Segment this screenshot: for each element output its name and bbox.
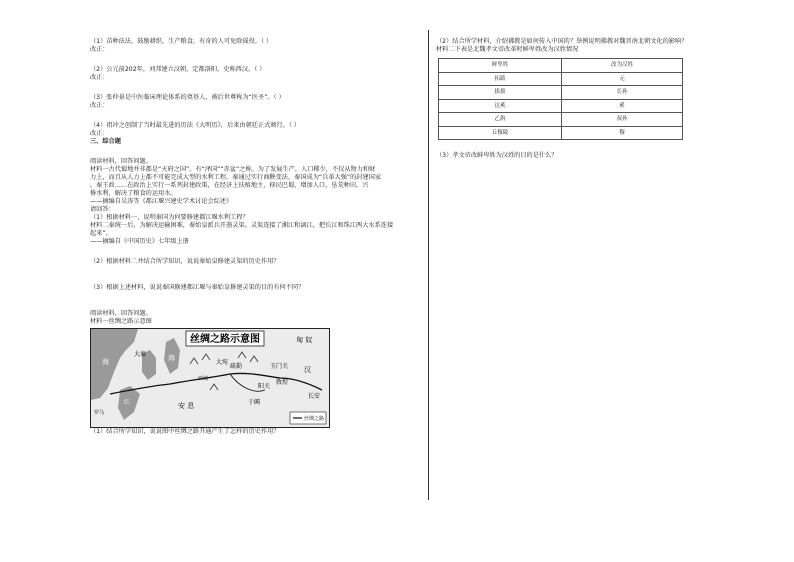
correction-label: 改正： — [90, 102, 109, 109]
label-xiongnu: 匈 奴 — [296, 336, 313, 344]
question: （1）根据材料一，说明秦国为何要修建都江堰水利工程？ — [90, 214, 249, 221]
material-line: 材料二下表是北魏孝文帝改革时鲜卑姓改为汉姓情况 — [436, 46, 579, 53]
material-line: 材料一丝绸之路示意图 — [90, 318, 152, 325]
label-sea: 海 — [102, 358, 109, 366]
left-column — [90, 38, 415, 436]
label-daqin: 大秦 — [134, 351, 147, 358]
label-red-sea: 红 — [124, 399, 131, 406]
label-luoma: 罗马 — [94, 410, 105, 416]
material-source: ——摘编自吴涛等《都江堰兴建史学术讨论会综述》 — [90, 198, 233, 205]
right-column — [436, 38, 736, 160]
material-line: 材料一古代蜀地并非都是“天府之国”。有“泽国”“赤盆”之称。为了发展生产，人口稀少，不仅从物力和财 — [90, 166, 376, 173]
table-row — [439, 113, 683, 127]
table-cell: 乙旃 — [439, 113, 562, 127]
judgment-q4: （4）祖冲之创制了当时最先进的历法《大明历》，后来由朝廷正式颁行。（ ） — [90, 122, 301, 129]
label-anxi: 安 息 — [178, 402, 195, 410]
label-yumenguan: 玉门关 — [270, 363, 289, 370]
correction-label: 改正： — [90, 74, 109, 81]
table-cell: 元 — [562, 72, 683, 86]
material-line: 起来”。 — [90, 230, 112, 237]
passage-intro: 阅读材料，回答问题。 — [90, 158, 152, 165]
material-line: 修水利，解决了粮食的运用水。 — [90, 190, 177, 197]
legend-label: 丝绸之路 — [304, 416, 325, 422]
table-row — [439, 99, 683, 113]
label-dunhuang: 敦煌 — [276, 379, 289, 386]
label-changan: 长安 — [308, 393, 321, 400]
surname-table — [438, 58, 683, 140]
table-cell: 奚 — [562, 99, 683, 113]
question: （2）根据材料二并结合所学知识，说说秦始皇修建灵渠的历史作用？ — [90, 258, 280, 265]
material-source: ——摘编自《中国历史》七年级上册 — [90, 238, 189, 245]
column-divider — [428, 30, 429, 500]
table-header-cell: 改为汉姓 — [562, 59, 683, 73]
label-xiyu: 西域 — [198, 376, 209, 382]
table-row — [439, 72, 683, 86]
material-line: 力上，而且从人力上都不可能完成大型的水利工程。秦通过实行商鞅变法，秦国成为“兵革大强”的封建国家 — [90, 174, 382, 181]
table-cell: 穆 — [562, 126, 683, 140]
table-cell: 拔拔 — [439, 86, 562, 100]
correction-label: 改正： — [90, 46, 109, 53]
judgment-q1: （1）苗种法法，鼓励耕织，生产粮食，有奇的人可免除徭役。（ ） — [90, 38, 273, 45]
label-shule: 疏勒 — [230, 363, 243, 370]
passage-intro: 阅读材料，回答问题。 — [90, 310, 152, 317]
table-header-row — [439, 59, 683, 73]
table-row — [439, 126, 683, 140]
judgment-q2: （2）公元前202年，刘邦建立汉朝，定都洛阳，史称西汉。（ ） — [90, 66, 266, 73]
table-cell: 达奚 — [439, 99, 562, 113]
question: （2）结合所学材料，介绍佛教是如何传入中国的？举例说明佛教对魏晋南北朝文化的影响？ — [436, 38, 688, 45]
question: （1）结合所学知识，说说图中丝绸之路开通产生了怎样的历史作用？ — [90, 428, 280, 435]
label-sea2: 海 — [168, 354, 175, 362]
label-dayuan: 大宛 — [216, 359, 229, 366]
answer-prompt: 请回答： — [90, 206, 115, 213]
material-line: 。秦王政……在政治上实行一系列封建政策，在经济上扶植地主，移民巴蜀，增加人口，垦荒种田，兴 — [90, 182, 369, 189]
section-title: 三、综合题 — [90, 138, 121, 145]
correction-label: 改正： — [90, 130, 109, 137]
table-cell: 拓跋 — [439, 72, 562, 86]
table-cell: 丘穆陵 — [439, 126, 562, 140]
silk-road-map — [90, 328, 330, 428]
material-line: 材料二秦统一后，为解决运输困难，秦始皇派兵开凿灵渠。灵渠连接了湘江和漓江，把长江和珠江两大水系连接 — [90, 222, 394, 229]
judgment-q3: （3）张仲景是中医临床理论体系的奠基人，被后世尊称为“医圣”。（ ） — [90, 94, 285, 101]
table-row — [439, 86, 683, 100]
table-cell: 长孙 — [562, 86, 683, 100]
table-header-cell: 鲜卑姓 — [439, 59, 562, 73]
table-cell: 叔孙 — [562, 113, 683, 127]
question: （3）根据上述材料，说说秦国修建都江堰与秦始皇修建灵渠的目的有何不同？ — [90, 284, 305, 291]
map-title: 丝绸之路示意图 — [190, 334, 260, 345]
label-yangguan: 阳关 — [258, 383, 271, 390]
label-yutian: 于阗 — [248, 399, 261, 406]
question: （3）孝文帝改鲜卑姓为汉姓的目的是什么？ — [436, 152, 558, 159]
label-han: 汉 — [304, 366, 311, 374]
